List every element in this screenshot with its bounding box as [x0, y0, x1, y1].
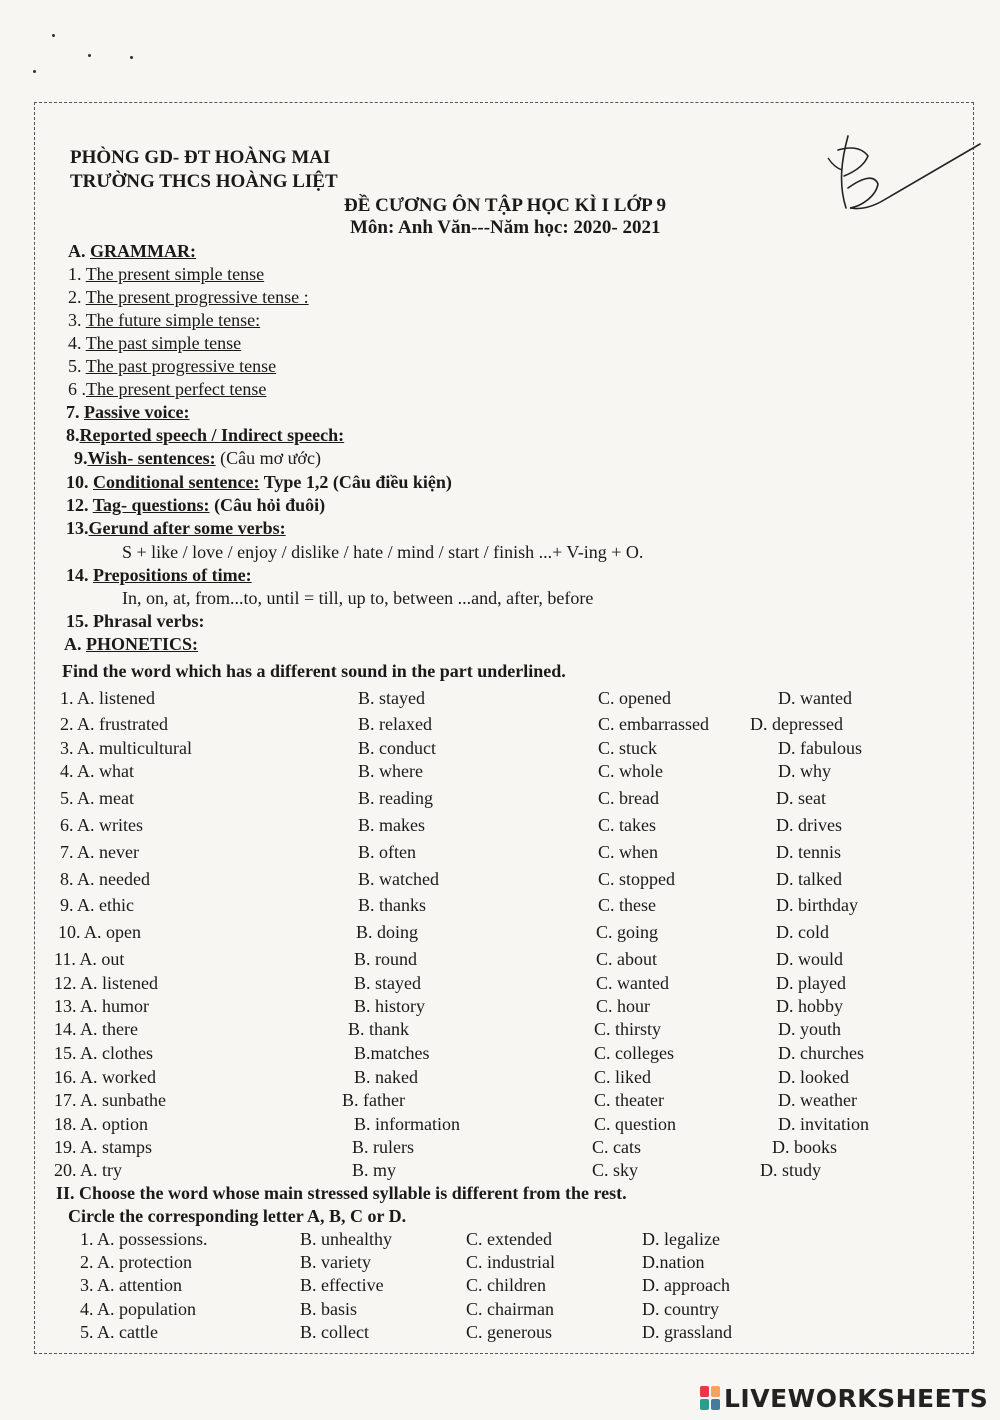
stress-option: C. industrial	[466, 1252, 555, 1272]
stress-option: 4. A. population	[80, 1299, 196, 1319]
grammar-item	[66, 518, 286, 538]
grammar-item-number: 10.	[66, 472, 89, 492]
stress-option: B. collect	[300, 1322, 369, 1342]
grammar-item-text: Gerund after some verbs:	[88, 518, 286, 538]
phonetics-option: D. books	[772, 1137, 838, 1157]
phonetics-option: D. drives	[776, 815, 842, 835]
phonetics-option: B. stayed	[354, 973, 421, 993]
grammar-item-number: 8.	[66, 425, 80, 445]
document-subtitle: Môn: Anh Văn---Năm học: 2020- 2021	[350, 217, 661, 238]
phonetics-option: C. question	[594, 1114, 677, 1134]
stress-option: D.nation	[642, 1252, 705, 1272]
grammar-item-number: 4.	[68, 333, 82, 353]
phonetics-option: 7. A. never	[60, 842, 139, 862]
stress-option: C. children	[466, 1275, 546, 1295]
phonetics-option: B. stayed	[358, 688, 425, 708]
phonetics-option: D. cold	[776, 922, 829, 942]
phonetics-option: B. my	[352, 1160, 397, 1180]
stress-heading: II. Choose the word whose main stressed syllable is different from the rest.	[56, 1183, 627, 1203]
grammar-item	[66, 402, 189, 422]
phonetics-option: B. rulers	[352, 1137, 414, 1157]
phonetics-option: D. weather	[778, 1090, 857, 1110]
phonetics-option: D. hobby	[776, 996, 843, 1016]
stress-option: D. approach	[642, 1275, 730, 1295]
grammar-item	[68, 264, 264, 284]
prepositions-heading-number: 14.	[66, 565, 89, 585]
phonetics-option: C. cats	[592, 1137, 641, 1157]
phonetics-option: C. sky	[592, 1160, 639, 1180]
phonetics-option: B. thanks	[358, 895, 427, 915]
grammar-item-number: 6 .	[68, 379, 86, 399]
scan-speck	[130, 56, 133, 59]
phonetics-heading	[64, 634, 198, 654]
phonetics-option: 12. A. listened	[54, 973, 158, 993]
brand-name: LIVEWORKSHEETS	[724, 1383, 989, 1413]
stress-subheading: Circle the corresponding letter A, B, C or D.	[68, 1206, 407, 1226]
phonetics-option: 2. A. frustrated	[60, 714, 168, 734]
phonetics-option: B. naked	[354, 1067, 418, 1087]
phonetics-option: C. wanted	[596, 973, 669, 993]
phonetics-option: C. bread	[598, 788, 659, 808]
stress-option: 2. A. protection	[80, 1252, 192, 1272]
grammar-item-text: The past simple tense	[85, 333, 242, 353]
phonetics-option: D. depressed	[750, 714, 843, 734]
phonetics-option: B. where	[358, 761, 423, 781]
grammar-heading-text: GRAMMAR:	[90, 241, 196, 261]
phonetics-instruction: Find the word which has a different sound in the part underlined.	[62, 661, 566, 681]
grammar-item-number: 9.	[74, 448, 88, 468]
phonetics-option: 3. A. multicultural	[60, 738, 192, 758]
phonetics-option: B. father	[342, 1090, 405, 1110]
grammar-item-number: 2.	[68, 287, 82, 307]
grammar-item	[68, 356, 276, 376]
grammar-heading-number: A.	[68, 241, 86, 261]
grammar-item-number: 12.	[66, 495, 89, 515]
scan-speck	[33, 70, 36, 73]
phonetics-option: 19. A. stamps	[54, 1137, 153, 1157]
stress-option: D. country	[642, 1299, 719, 1319]
phonetics-option: 11. A. out	[54, 949, 125, 969]
grammar-item-text: The past progressive tense	[85, 356, 277, 376]
phonetics-option: D. looked	[778, 1067, 849, 1087]
phonetics-option: 9. A. ethic	[60, 895, 134, 915]
grammar-item-number: 5.	[68, 356, 82, 376]
phonetics-option: 15. A. clothes	[54, 1043, 153, 1063]
school-name: TRƯỜNG THCS HOÀNG LIỆT	[70, 171, 338, 192]
phonetics-option: 20. A. try	[54, 1160, 123, 1180]
phonetics-option: B. round	[354, 949, 417, 969]
phonetics-option: 5. A. meat	[60, 788, 134, 808]
grammar-item-text: Tag- questions:	[92, 495, 210, 515]
phonetics-option: C. colleges	[594, 1043, 674, 1063]
grammar-item-number: 3.	[68, 310, 82, 330]
phonetics-option: D. wanted	[778, 688, 852, 708]
phonetics-option: 10. A. open	[58, 922, 141, 942]
scan-speck	[88, 54, 91, 57]
stress-option: B. variety	[300, 1252, 371, 1272]
phonetics-option: D. played	[776, 973, 846, 993]
grammar-item-text: Wish- sentences:	[87, 448, 216, 468]
phonetics-option: B. makes	[358, 815, 425, 835]
grammar-item	[68, 310, 260, 330]
phrasal-verbs-heading: 15. Phrasal verbs:	[66, 611, 205, 631]
phonetics-option: 8. A. needed	[60, 869, 150, 889]
phonetics-option: C. stopped	[598, 869, 676, 889]
phonetics-option: C. these	[598, 895, 656, 915]
phonetics-option: B. thank	[348, 1019, 409, 1039]
stress-option: B. effective	[300, 1275, 384, 1295]
grammar-item-number: 7.	[66, 402, 80, 422]
phonetics-option: D. talked	[776, 869, 842, 889]
phonetics-option: 1. A. listened	[60, 688, 155, 708]
grammar-item	[66, 472, 452, 492]
phonetics-option: B. information	[354, 1114, 460, 1134]
stress-option: 3. A. attention	[80, 1275, 182, 1295]
grammar-item	[68, 287, 309, 307]
phonetics-option: C. stuck	[598, 738, 658, 758]
handwritten-signature	[818, 128, 988, 238]
grammar-item-number: 1.	[68, 264, 82, 284]
stress-option: 5. A. cattle	[80, 1322, 158, 1342]
stress-option: C. extended	[466, 1229, 552, 1249]
phonetics-option: B. conduct	[358, 738, 436, 758]
stress-option: B. basis	[300, 1299, 358, 1319]
grammar-item	[74, 448, 321, 468]
grammar-item-text: Conditional sentence:	[93, 472, 260, 492]
phonetics-option: C. whole	[598, 761, 663, 781]
document-title: ĐỀ CƯƠNG ÔN TẬP HỌC KÌ I LỚP 9	[344, 195, 666, 216]
grammar-item	[66, 495, 325, 515]
phonetics-option: B. watched	[358, 869, 439, 889]
phonetics-option: C. hour	[596, 996, 650, 1016]
grammar-item-number: 13.	[66, 518, 89, 538]
prepositions-heading	[66, 565, 252, 585]
grammar-item	[68, 379, 266, 399]
grammar-item-text: Reported speech / Indirect speech:	[79, 425, 345, 445]
phonetics-option: C. going	[596, 922, 659, 942]
grammar-item-note: (Câu hỏi đuôi)	[214, 495, 326, 515]
phonetics-option: C. takes	[598, 815, 656, 835]
grammar-item	[66, 425, 344, 445]
phonetics-option: B. doing	[356, 922, 419, 942]
phonetics-option: 4. A. what	[60, 761, 134, 781]
phonetics-option: 13. A. humor	[54, 996, 150, 1016]
phonetics-option: C. about	[596, 949, 657, 969]
scan-speck	[52, 34, 55, 37]
phonetics-option: D. why	[778, 761, 831, 781]
phonetics-heading-text: PHONETICS:	[86, 634, 199, 654]
phonetics-option: C. thirsty	[594, 1019, 662, 1039]
grammar-heading	[68, 241, 196, 261]
liveworksheets-logo	[700, 1384, 988, 1412]
phonetics-option: C. opened	[598, 688, 671, 708]
phonetics-option: 6. A. writes	[60, 815, 143, 835]
phonetics-option: 17. A. sunbathe	[54, 1090, 166, 1110]
phonetics-heading-number: A.	[64, 634, 82, 654]
grammar-item-text: The present progressive tense :	[85, 287, 309, 307]
phonetics-option: C. when	[598, 842, 658, 862]
phonetics-option: B. history	[354, 996, 426, 1016]
phonetics-option: 14. A. there	[54, 1019, 138, 1039]
grammar-item-text: The future simple tense:	[85, 310, 261, 330]
phonetics-option: D. tennis	[776, 842, 841, 862]
grammar-item-text: The present perfect tense	[86, 379, 267, 399]
phonetics-option: D. seat	[776, 788, 826, 808]
stress-option: B. unhealthy	[300, 1229, 392, 1249]
stress-option: C. chairman	[466, 1299, 554, 1319]
prepositions-line: In, on, at, from...to, until = till, up to, between ...and, after, before	[122, 588, 594, 608]
phonetics-option: 16. A. worked	[54, 1067, 156, 1087]
grammar-item-text: The present simple tense	[85, 264, 265, 284]
phonetics-option: D. would	[776, 949, 843, 969]
phonetics-option: 18. A. option	[54, 1114, 149, 1134]
grammar-item-note: (Câu mơ ước)	[220, 448, 321, 468]
office-name: PHÒNG GD- ĐT HOÀNG MAI	[70, 147, 331, 168]
logo-mark-icon	[700, 1386, 720, 1410]
phonetics-option: B. relaxed	[358, 714, 432, 734]
phonetics-option: D. youth	[778, 1019, 841, 1039]
grammar-item-note: Type 1,2 (Câu điều kiện)	[263, 472, 452, 492]
phonetics-option: D. invitation	[778, 1114, 869, 1134]
phonetics-option: C. theater	[594, 1090, 664, 1110]
phonetics-option: B. often	[358, 842, 416, 862]
stress-option: 1. A. possessions.	[80, 1229, 208, 1249]
phonetics-option: D. birthday	[776, 895, 858, 915]
phonetics-option: B. reading	[358, 788, 433, 808]
phonetics-option: D. churches	[778, 1043, 864, 1063]
grammar-item-text: Passive voice:	[84, 402, 190, 422]
gerund-verbs-line: S + like / love / enjoy / dislike / hate / mind / start / finish ...+ V-ing + O.	[122, 542, 644, 562]
phonetics-option: C. embarrassed	[598, 714, 709, 734]
phonetics-option: C. liked	[594, 1067, 651, 1087]
grammar-item	[68, 333, 241, 353]
stress-option: D. grassland	[642, 1322, 732, 1342]
stress-option: D. legalize	[642, 1229, 720, 1249]
stress-option: C. generous	[466, 1322, 552, 1342]
prepositions-heading-text: Prepositions of time:	[93, 565, 252, 585]
phonetics-option: D. fabulous	[778, 738, 862, 758]
phonetics-option: B.matches	[354, 1043, 430, 1063]
phonetics-option: D. study	[760, 1160, 822, 1180]
